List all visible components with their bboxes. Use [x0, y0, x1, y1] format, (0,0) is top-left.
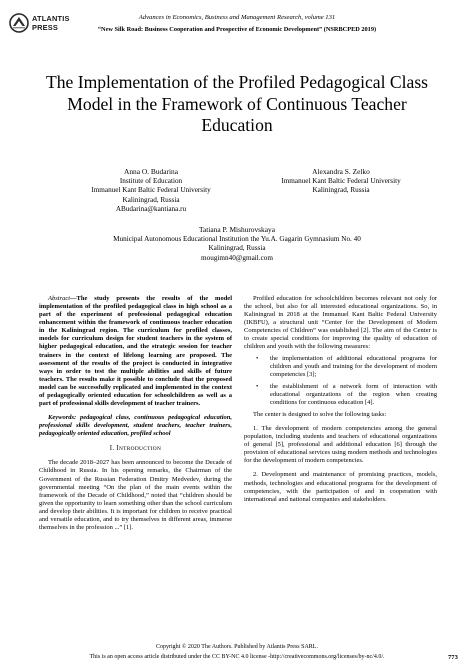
copyright-notice: Copyright © 2020 The Authors. Published by Atlantis Press SARL. — [156, 644, 318, 650]
bullet-icon: • — [256, 354, 259, 362]
author-block-2 — [236, 167, 446, 196]
keywords-label: Keywords: — [48, 414, 77, 422]
author-block-3 — [90, 225, 384, 263]
license-notice: This is an open access article distributed under the CC BY-NC 4.0 license -http://creativecommons.org/licenses/by-nc/4.0/. — [89, 654, 385, 660]
author-location: Kaliningrad, Russia — [208, 244, 266, 253]
conference-line: “New Silk Road: Business Cooperation and Prospective of Economic Development” (NSRBCPED 2019) — [97, 26, 377, 33]
author-affiliation: Municipal Autonomous Educational Institution the Yu.A. Gagarin Gymnasium No. 40 — [113, 234, 361, 243]
body-paragraph: The center is designed to solve the following tasks: — [253, 411, 387, 419]
list-item: • the implementation of additional educational programs for children and youth and training for the development of modern competencies [3]; — [256, 354, 437, 378]
author-email: mougimn40@gmail.com — [201, 253, 273, 262]
journal-line: Advances in Economics, Business and Management Research, volume 131 — [138, 14, 336, 21]
section-heading-introduction: I. INTRODUCTION — [109, 445, 162, 453]
right-column — [244, 295, 437, 504]
keywords-text: pedagogical class, continuous pedagogical education, professional skills development, student teachers, teacher trainers, pedagogically oriented education, profiled school — [39, 414, 232, 438]
author-location: Kaliningrad, Russia — [312, 186, 370, 195]
abstract — [39, 295, 232, 408]
abstract-label: Abstract — [48, 295, 71, 302]
task-paragraph: 1. The development of modern competencies among the general population, including students and teachers of educational organizations of general [5], professional and additional education [6] through the provision of educational services using modern methods and technologies for the development of modern competencies. — [244, 425, 437, 465]
author-email: ABudarina@kantiana.ru — [115, 205, 187, 214]
author-affiliation: Immanuel Kant Baltic Federal University — [91, 186, 211, 195]
title-line: Model in the Framework of Continuous Teacher — [67, 93, 407, 114]
publisher-logo-text: ATLANTIS PRESS — [32, 14, 70, 32]
bullet-icon: • — [256, 382, 259, 390]
author-name: Tatiana P. Mishurovskaya — [198, 225, 276, 234]
author-name: Anna O. Budarina — [124, 167, 178, 176]
author-name: Alexandra S. Zelko — [312, 167, 370, 176]
page-number: 773 — [448, 654, 458, 661]
title-line: The Implementation of the Profiled Pedagogical Class — [45, 72, 429, 92]
keywords — [39, 414, 232, 438]
abstract-text: —The study presents the results of the model implementation of the profiled pedagogical class in high school as a part of the experiment of professional pedagogical education enhancement within the framework of continuous teacher education in the Kaliningrad region. The curriculum for profiled classes, models for curriculum design for student teachers in the system of higher pedagogical education, and the strategic session for teacher trainers in the context of lifelong learning are proposed. The assessment of the results of the project is conducted in integrative ways in order to test the multiple abilities and skills of future teachers. The results make it possible to conclude that the proposed model can be successfully replicated and implemented in the context of pedagogically oriented education for schoolchildren as well as a part of professional skills development of teacher trainers. — [39, 295, 232, 408]
paper-title — [20, 72, 454, 137]
author-affiliation: Immanuel Kant Baltic Federal University — [281, 176, 401, 185]
title-line: Education — [201, 115, 273, 135]
author-affiliation: Institute of Education — [119, 176, 183, 185]
list-item: • the establishment of a network form of interaction with educational organizations of the region when creating conditions for continuous education [4]. — [256, 382, 437, 406]
introduction-paragraph: The decade 2018–2027 has been announced to become the Decade of Childhood in Russia. In his opening remarks, the Chairman of the Government of the Russian Federation Dmitry Medvedev, during the governmental meeting “On the plan of the main events within the framework of the Decade of Childhood,” noted that “children should be given the opportunity to learn something other than the school curriculum and develop their abilities. It is important for children to receive practical and versatile education, and to try themselves in different areas, immerse themselves in the profession ...” [1]. — [39, 459, 232, 532]
author-block-1 — [56, 167, 246, 215]
measures-list — [244, 355, 437, 407]
author-location: Kaliningrad, Russia — [122, 195, 180, 204]
left-column — [39, 295, 232, 532]
body-paragraph: Profiled education for schoolchildren becomes relevant not only for the school, but also for all interested educational organizations. So, in Kaliningrad in 2018 at the Immanuel Kant Baltic Federal University (IKBFU), a structural unit “Center for the Development of Modern Competencies of Children” was established [2]. The aim of the Center is to create special conditions for improving the quality of education of children and youth with the following measures: — [244, 295, 437, 351]
task-paragraph: 2. Development and maintenance of promising practices, models, methods, technologies and educational programs for the development of competencies, with the participation of and in cooperation with international and national companies and stakeholders. — [244, 471, 437, 503]
